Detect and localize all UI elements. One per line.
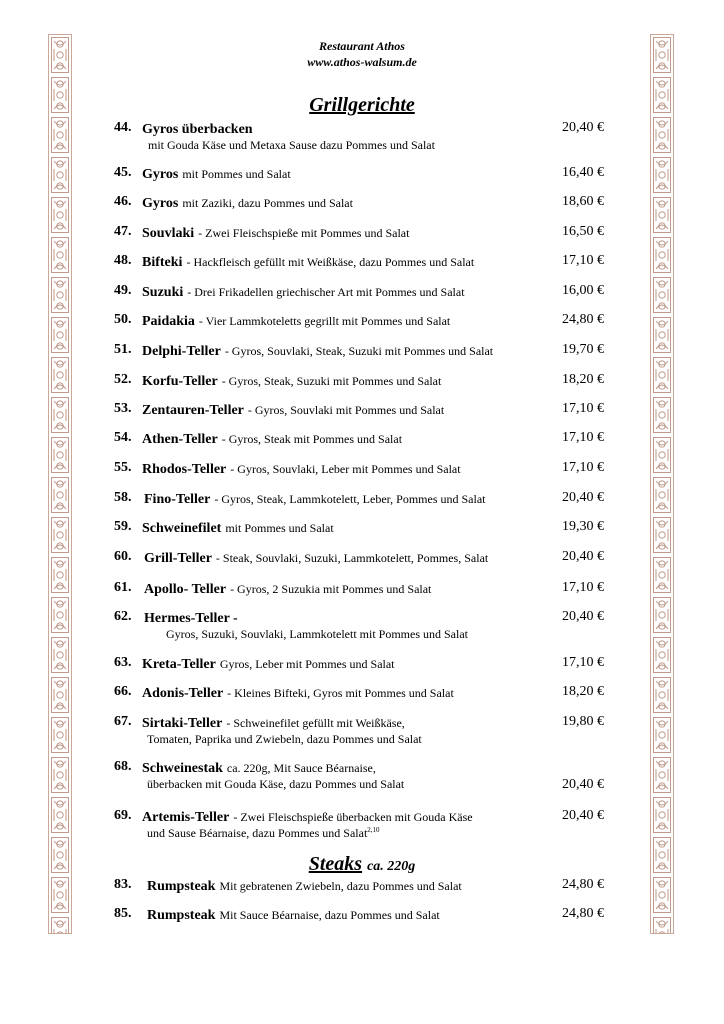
- item-number: 54.: [114, 430, 132, 445]
- item-number: 49.: [114, 283, 132, 298]
- item-name: Adonis-Teller: [142, 686, 224, 701]
- item-name: Souvlaki: [142, 226, 195, 241]
- item-price: 19,30 €: [562, 519, 604, 534]
- item-number: 59.: [114, 519, 132, 534]
- item-description: mit Zaziki, dazu Pommes und Salat: [182, 196, 353, 210]
- ornament-tile: [654, 918, 671, 934]
- item-number: 53.: [114, 401, 132, 416]
- item-name: Schweinestak: [142, 761, 223, 776]
- item-description: - Gyros, 2 Suzukia mit Pommes und Salat: [230, 582, 432, 596]
- item-price: 24,80 €: [562, 906, 604, 921]
- menu-item: [114, 519, 604, 537]
- item-description-continued: mit Gouda Käse und Metaxa Sause dazu Pommes und Salat: [148, 138, 435, 152]
- item-description: - Gyros, Steak mit Pommes und Salat: [221, 432, 403, 446]
- item-price: 17,10 €: [562, 580, 604, 595]
- item-price: 24,80 €: [562, 312, 604, 327]
- item-name: Hermes-Teller -: [144, 611, 238, 626]
- item-number: 50.: [114, 312, 132, 327]
- ornament-tile: [654, 438, 671, 473]
- menu-item: [114, 906, 604, 924]
- ornament-tile: [654, 358, 671, 393]
- item-name: Bifteki: [142, 255, 183, 270]
- item-price: 17,10 €: [562, 655, 604, 670]
- item-name: Fino-Teller: [144, 492, 211, 507]
- item-description-continued: und Sause Béarnaise, dazu Pommes und Salat$^{2,10}$: [147, 826, 380, 840]
- item-price: 19,80 €: [562, 714, 604, 729]
- ornament-tile: [52, 238, 69, 273]
- item-name: Suzuki: [142, 285, 184, 300]
- menu-item: [114, 165, 604, 183]
- menu-item: [114, 460, 604, 478]
- item-name: Delphi-Teller: [142, 344, 221, 359]
- item-description: Mit gebratenen Zwiebeln, dazu Pommes und Salat: [219, 879, 462, 893]
- item-description: - Kleines Bifteki, Gyros mit Pommes und Salat: [227, 686, 454, 700]
- item-description: mit Pommes und Salat: [225, 521, 334, 535]
- menu-item: [114, 549, 604, 567]
- ornament-tile: [52, 398, 69, 433]
- menu-item: [114, 253, 604, 271]
- restaurant-name: Restaurant Athos: [319, 39, 405, 53]
- item-name: Sirtaki-Teller: [142, 716, 223, 731]
- item-number: 69.: [114, 808, 132, 823]
- ornament-tile: [52, 558, 69, 593]
- ornament-tile: [654, 318, 671, 353]
- item-price: 18,20 €: [562, 684, 604, 699]
- item-name: Grill-Teller: [144, 551, 212, 566]
- section-subtitle: ca. 220g: [367, 859, 416, 874]
- item-name: Gyros: [142, 196, 179, 211]
- menu-item: [114, 655, 604, 673]
- menu-item: [114, 194, 604, 212]
- ornament-tile: [654, 238, 671, 273]
- section-title-text: Steaks: [308, 853, 363, 875]
- item-price: 17,10 €: [562, 401, 604, 416]
- item-description: - Vier Lammkoteletts gegrillt mit Pommes und Salat: [198, 314, 451, 328]
- ornament-tile: [52, 358, 69, 393]
- ornament-tile: [52, 798, 69, 833]
- item-description-continued: Gyros, Suzuki, Souvlaki, Lammkotelett mit Pommes und Salat: [166, 627, 468, 641]
- item-price: 20,40 €: [562, 490, 604, 505]
- item-name: Artemis-Teller: [142, 810, 230, 825]
- item-price: 20,40 €: [562, 549, 604, 564]
- item-description: - Steak, Souvlaki, Suzuki, Lammkotelett, Pommes, Salat: [215, 551, 489, 565]
- menu-item: [114, 430, 604, 448]
- item-description: - Drei Frikadellen griechischer Art mit Pommes und Salat: [187, 285, 465, 299]
- ornament-tile: [654, 558, 671, 593]
- item-price: 20,40 €: [562, 120, 604, 135]
- menu-item: [114, 401, 604, 419]
- ornament-tile: [52, 438, 69, 473]
- item-description: - Gyros, Souvlaki, Leber mit Pommes und Salat: [230, 462, 461, 476]
- item-name: Schweinefilet: [142, 521, 222, 536]
- ornament-pattern: [651, 35, 673, 933]
- menu-item: [114, 808, 604, 842]
- item-description: - Zwei Fleischspieße überbacken mit Gouda Käse: [233, 810, 473, 824]
- ornament-tile: [52, 278, 69, 313]
- item-number: 62.: [114, 609, 132, 624]
- item-description: ca. 220g, Mit Sauce Béarnaise,: [226, 761, 376, 775]
- menu-item: [114, 609, 604, 643]
- ornament-tile: [52, 158, 69, 193]
- item-description-continued: Tomaten, Paprika und Zwiebeln, dazu Pommes und Salat: [147, 732, 422, 746]
- menu-item: [114, 372, 604, 390]
- item-name: Athen-Teller: [142, 432, 218, 447]
- ornament-tile: [52, 318, 69, 353]
- ornament-tile: [654, 158, 671, 193]
- item-price: 16,50 €: [562, 224, 604, 239]
- item-number: 85.: [114, 906, 132, 921]
- item-name: Gyros: [142, 167, 179, 182]
- item-number: 60.: [114, 549, 132, 564]
- item-number: 55.: [114, 460, 132, 475]
- section-title-text: Grillgerichte: [309, 94, 415, 116]
- item-description: Gyros, Leber mit Pommes und Salat: [219, 657, 395, 671]
- ornament-tile: [52, 118, 69, 153]
- ornament-tile: [52, 478, 69, 513]
- item-number: 61.: [114, 580, 132, 595]
- menu-item: [114, 684, 604, 702]
- item-number: 67.: [114, 714, 132, 729]
- menu-item: [114, 490, 604, 508]
- website-link[interactable]: www.athos-walsum.de: [307, 55, 417, 69]
- ornament-tile: [52, 678, 69, 713]
- item-number: 63.: [114, 655, 132, 670]
- ornament-tile: [654, 678, 671, 713]
- ornament-tile: [52, 598, 69, 633]
- menu-item: [114, 714, 604, 748]
- ornament-tile: [654, 118, 671, 153]
- menu-item: [114, 224, 604, 242]
- item-description: - Schweinefilet gefüllt mit Weißkäse,: [226, 716, 405, 730]
- ornament-tile: [654, 878, 671, 913]
- item-price: 19,70 €: [562, 342, 604, 357]
- item-number: 46.: [114, 194, 132, 209]
- item-number: 47.: [114, 224, 132, 239]
- ornament-pattern: [49, 35, 71, 933]
- item-description: - Hackfleisch gefüllt mit Weißkäse, dazu Pommes und Salat: [186, 255, 475, 269]
- item-name: Rumpsteak: [147, 908, 216, 923]
- menu-item: [114, 877, 604, 895]
- menu-item: [114, 342, 604, 360]
- item-number: 83.: [114, 877, 132, 892]
- menu-item: [114, 283, 604, 301]
- ornament-tile: [654, 718, 671, 753]
- item-price: 18,60 €: [562, 194, 604, 209]
- ornament-tile: [654, 198, 671, 233]
- item-price: 20,40 €: [562, 777, 604, 792]
- ornament-tile: [654, 278, 671, 313]
- item-description: - Gyros, Steak, Suzuki mit Pommes und Salat: [221, 374, 442, 388]
- item-name: Rumpsteak: [147, 879, 216, 894]
- item-name: Korfu-Teller: [142, 374, 218, 389]
- ornament-tile: [654, 638, 671, 673]
- item-number: 66.: [114, 684, 132, 699]
- ornament-tile: [654, 598, 671, 633]
- item-number: 51.: [114, 342, 132, 357]
- item-price: 20,40 €: [562, 808, 604, 823]
- item-name: Kreta-Teller: [142, 657, 216, 672]
- item-name: Gyros überbacken: [142, 122, 253, 137]
- item-number: 44.: [114, 120, 132, 135]
- item-name: Apollo- Teller: [144, 582, 227, 597]
- item-number: 45.: [114, 165, 132, 180]
- item-price: 17,10 €: [562, 460, 604, 475]
- item-price: 16,00 €: [562, 283, 604, 298]
- ornament-tile: [52, 878, 69, 913]
- ornament-tile: [52, 758, 69, 793]
- item-price: 18,20 €: [562, 372, 604, 387]
- item-description: mit Pommes und Salat: [182, 167, 291, 181]
- item-name: Paidakia: [142, 314, 195, 329]
- ornament-tile: [52, 638, 69, 673]
- allergen-footnote: 2,10: [367, 826, 380, 834]
- menu-item: [114, 312, 604, 330]
- item-number: 58.: [114, 490, 132, 505]
- ornament-tile: [654, 798, 671, 833]
- section-title-grillgerichte: [0, 94, 724, 117]
- ornament-tile: [654, 398, 671, 433]
- section-title-steaks: [0, 853, 724, 876]
- menu-item: [114, 120, 604, 154]
- item-description-continued: überbacken mit Gouda Käse, dazu Pommes und Salat: [147, 777, 405, 791]
- menu-item: [114, 759, 604, 793]
- item-price: 17,10 €: [562, 430, 604, 445]
- ornament-tile: [654, 518, 671, 553]
- ornament-tile: [52, 718, 69, 753]
- ornament-tile: [52, 198, 69, 233]
- item-name: Rhodos-Teller: [142, 462, 227, 477]
- item-price: 16,40 €: [562, 165, 604, 180]
- decorative-border-right: [650, 34, 674, 934]
- item-description: - Gyros, Steak, Lammkotelett, Leber, Pommes und Salat: [214, 492, 486, 506]
- ornament-tile: [52, 918, 69, 934]
- item-number: 68.: [114, 759, 132, 774]
- decorative-border-left: [48, 34, 72, 934]
- item-description: - Zwei Fleischspieße mit Pommes und Salat: [198, 226, 410, 240]
- ornament-tile: [654, 478, 671, 513]
- item-description: Mit Sauce Béarnaise, dazu Pommes und Salat: [219, 908, 440, 922]
- ornament-tile: [52, 518, 69, 553]
- item-number: 52.: [114, 372, 132, 387]
- item-price: 24,80 €: [562, 877, 604, 892]
- item-name: Zentauren-Teller: [142, 403, 244, 418]
- item-price: 17,10 €: [562, 253, 604, 268]
- item-price: 20,40 €: [562, 609, 604, 624]
- item-description: - Gyros, Souvlaki, Steak, Suzuki mit Pommes und Salat: [224, 344, 494, 358]
- item-description: - Gyros, Souvlaki mit Pommes und Salat: [247, 403, 445, 417]
- menu-item: [114, 580, 604, 598]
- ornament-tile: [654, 758, 671, 793]
- item-number: 48.: [114, 253, 132, 268]
